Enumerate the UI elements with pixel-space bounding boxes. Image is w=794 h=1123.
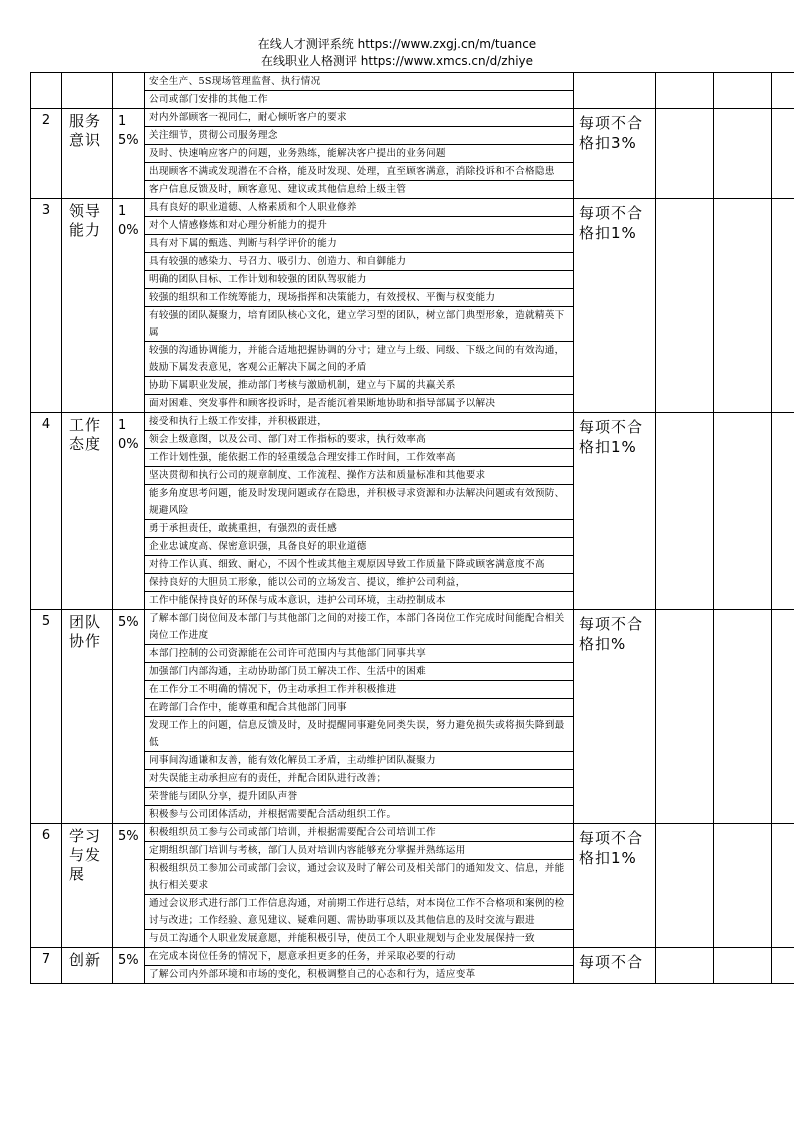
- score-cell: [656, 109, 714, 199]
- criterion-item: 加强部门内部沟通，主动协助部门员工解决工作、生活中的困难: [145, 663, 573, 681]
- criterion-item: 积极参与公司团体活动，并根据需要配合活动组织工作。: [149, 809, 397, 820]
- criterion-item: 通过会议形式进行部门工作信息沟通，对前期工作进行总结，对本岗位工作不合格项和案例的检讨与改进；工作经验、意见建议、疑难问题、需协助事项以及其他信息的及时交流与跟进: [145, 895, 573, 930]
- criterion-item: 客户信息反馈及时，顾客意见、建议或其他信息给上级主管: [149, 184, 407, 195]
- criterion-item: 对个人情感修炼和对心理分析能力的提升: [145, 217, 573, 235]
- weight-cell: 10%: [113, 413, 145, 610]
- table-row: [31, 413, 794, 610]
- row-number: [31, 73, 62, 109]
- criterion-item: 领会上级意图，以及公司、部门对工作指标的要求，执行效率高: [145, 431, 573, 449]
- criterion-item: 同事间沟通谦和友善，能有效化解员工矛盾，主动维护团队凝聚力: [145, 752, 573, 770]
- category-cell: 工作态度: [62, 413, 113, 610]
- criteria-cell: [145, 824, 574, 948]
- score-cell: [772, 824, 794, 948]
- criterion-item: 能多角度思考问题，能及时发现问题或存在隐患，并积极寻求资源和办法解决问题或有效预防、规避风险: [145, 485, 573, 520]
- criteria-cell: [145, 73, 574, 109]
- deduction-standard-cell: 每项不合: [574, 948, 656, 984]
- criterion-item: 安全生产、5S现场管理监督、执行情况: [145, 73, 573, 91]
- row-number: 4: [31, 413, 62, 610]
- criterion-item: 协助下属职业发展，推动部门考核与激励机制，建立与下属的共赢关系: [145, 377, 573, 395]
- score-cell: [772, 109, 794, 199]
- criterion-item: 及时、快速响应客户的问题，业务熟练，能解决客户提出的业务问题: [145, 145, 573, 163]
- table-row: [31, 948, 794, 984]
- score-cell: [714, 610, 772, 824]
- header-line-2: 在线职业人格测评 https://www.xmcs.cn/d/zhiye: [260, 54, 534, 68]
- criterion-item: 荣誉能与团队分享，提升团队声誉: [145, 788, 573, 806]
- category-cell: 团队协作: [62, 610, 113, 824]
- score-cell: [656, 610, 714, 824]
- table-row: [31, 109, 794, 199]
- deduction-standard-cell: [574, 73, 656, 109]
- criterion-item: 在跨部门合作中，能尊重和配合其他部门同事: [145, 699, 573, 717]
- evaluation-table: [30, 72, 794, 984]
- criterion-item: 工作计划性强，能依据工作的轻重缓急合理安排工作时间，工作效率高: [145, 449, 573, 467]
- table-row: [31, 610, 794, 824]
- category-cell: 创新: [62, 948, 113, 984]
- score-cell: [772, 610, 794, 824]
- criterion-item: 具有良好的职业道德、人格素质和个人职业修养: [145, 199, 573, 217]
- table-row: [31, 199, 794, 413]
- deduction-standard-cell: 每项不合格扣1%: [574, 824, 656, 948]
- criterion-item: 发现工作上的问题，信息反馈及时，及时提醒同事避免同类失误，努力避免损失或将损失降到最低: [145, 717, 573, 752]
- criteria-cell: [145, 413, 574, 610]
- criterion-item: 公司或部门安排的其他工作: [149, 94, 268, 105]
- criterion-item: 面对困难、突发事件和顾客投诉时，是否能沉着果断地协助和指导部属予以解决: [149, 398, 496, 409]
- deduction-standard-cell: 每项不合格扣3%: [574, 109, 656, 199]
- score-cell: [714, 413, 772, 610]
- score-cell: [714, 199, 772, 413]
- criteria-cell: [145, 199, 574, 413]
- criterion-item: 了解公司内外部环境和市场的变化，积极调整自己的心态和行为，适应变革: [149, 969, 476, 980]
- criterion-item: 明确的团队目标、工作计划和较强的团队驾驭能力: [145, 271, 573, 289]
- table-row: [31, 73, 794, 109]
- criteria-cell: [145, 109, 574, 199]
- row-number: 5: [31, 610, 62, 824]
- weight-cell: 15%: [113, 109, 145, 199]
- score-cell: [656, 948, 714, 984]
- criterion-item: 本部门控制的公司资源能在公司许可范围内与其他部门同事共享: [145, 645, 573, 663]
- score-cell: [656, 824, 714, 948]
- criterion-item: 了解本部门岗位间及本部门与其他部门之间的对接工作，本部门各岗位工作完成时间能配合相关岗位工作进度: [145, 610, 573, 645]
- criterion-item: 关注细节，贯彻公司服务理念: [145, 127, 573, 145]
- row-number: 7: [31, 948, 62, 984]
- score-cell: [656, 199, 714, 413]
- criterion-item: 较强的组织和工作统筹能力，现场指挥和决策能力，有效授权、平衡与权变能力: [145, 289, 573, 307]
- criterion-item: 在完成本岗位任务的情况下，愿意承担更多的任务，并采取必要的行动: [145, 948, 573, 966]
- criterion-item: 对待工作认真、细致、耐心，不因个性或其他主观原因导致工作质量下降或顾客满意度不高: [145, 556, 573, 574]
- criterion-item: 保持良好的大胆员工形象，能以公司的立场发言、提议，维护公司利益，: [145, 574, 573, 592]
- weight-cell: 5%: [113, 948, 145, 984]
- score-cell: [656, 73, 714, 109]
- criterion-item: 勇于承担责任，敢挑重担，有强烈的责任感: [145, 520, 573, 538]
- header-line-1: 在线人才测评系统 https://www.zxgj.cn/m/tuance: [257, 37, 537, 51]
- score-cell: [772, 73, 794, 109]
- criterion-item: 积极组织员工参加公司或部门会议，通过会议及时了解公司及相关部门的通知发文、信息，并能执行相关要求: [145, 860, 573, 895]
- deduction-standard-cell: 每项不合格扣1%: [574, 413, 656, 610]
- deduction-standard-cell: 每项不合格扣1%: [574, 199, 656, 413]
- criterion-item: 对失误能主动承担应有的责任，并配合团队进行改善；: [145, 770, 573, 788]
- criterion-item: 有较强的团队凝聚力，培育团队核心文化，建立学习型的团队，树立部门典型形象，造就精英下属: [145, 307, 573, 342]
- category-cell: 领导能力: [62, 199, 113, 413]
- criterion-item: 积极组织员工参与公司或部门培训，并根据需要配合公司培训工作: [145, 824, 573, 842]
- weight-cell: 5%: [113, 824, 145, 948]
- score-cell: [714, 824, 772, 948]
- category-cell: [62, 73, 113, 109]
- score-cell: [656, 413, 714, 610]
- category-cell: 学习与发展: [62, 824, 113, 948]
- score-cell: [772, 199, 794, 413]
- score-cell: [714, 948, 772, 984]
- criterion-item: 在工作分工不明确的情况下，仍主动承担工作并积极推进: [145, 681, 573, 699]
- weight-cell: 5%: [113, 610, 145, 824]
- weight-cell: 10%: [113, 199, 145, 413]
- row-number: 3: [31, 199, 62, 413]
- table-row: [31, 824, 794, 948]
- criterion-item: 具有对下属的甄选、判断与科学评价的能力: [145, 235, 573, 253]
- criterion-item: 工作中能保持良好的环保与成本意识，违护公司环境，主动控制成本: [149, 595, 446, 606]
- weight-cell: [113, 73, 145, 109]
- deduction-standard-cell: 每项不合格扣%: [574, 610, 656, 824]
- score-cell: [714, 109, 772, 199]
- row-number: 2: [31, 109, 62, 199]
- row-number: 6: [31, 824, 62, 948]
- criterion-item: 与员工沟通个人职业发展意愿，并能积极引导，使员工个人职业规划与企业发展保持一致: [149, 933, 535, 944]
- criterion-item: 定期组织部门培训与考核，部门人员对培训内容能够充分掌握并熟练运用: [145, 842, 573, 860]
- criterion-item: 对内外部顾客一视同仁，耐心倾听客户的要求: [145, 109, 573, 127]
- criteria-cell: [145, 948, 574, 984]
- category-cell: 服务意识: [62, 109, 113, 199]
- page-header: [0, 36, 794, 70]
- score-cell: [772, 948, 794, 984]
- criteria-cell: [145, 610, 574, 824]
- criterion-item: 出现顾客不满或发现潜在不合格，能及时发现、处理，直至顾客满意，消除投诉和不合格隐患: [145, 163, 573, 181]
- criterion-item: 企业忠诚度高、保密意识强，具备良好的职业道德: [145, 538, 573, 556]
- criterion-item: 接受和执行上级工作安排，并积极跟进，: [145, 413, 573, 431]
- criterion-item: 较强的沟通协调能力，并能合适地把握协调的分寸；建立与上级、同级、下级之间的有效沟通，鼓励下属发表意见，客观公正解决下属之间的矛盾: [145, 342, 573, 377]
- criterion-item: 坚决贯彻和执行公司的规章制度、工作流程、操作方法和质量标准和其他要求: [145, 467, 573, 485]
- score-cell: [772, 413, 794, 610]
- score-cell: [714, 73, 772, 109]
- criterion-item: 具有较强的感染力、号召力、吸引力、创造力、和自御能力: [145, 253, 573, 271]
